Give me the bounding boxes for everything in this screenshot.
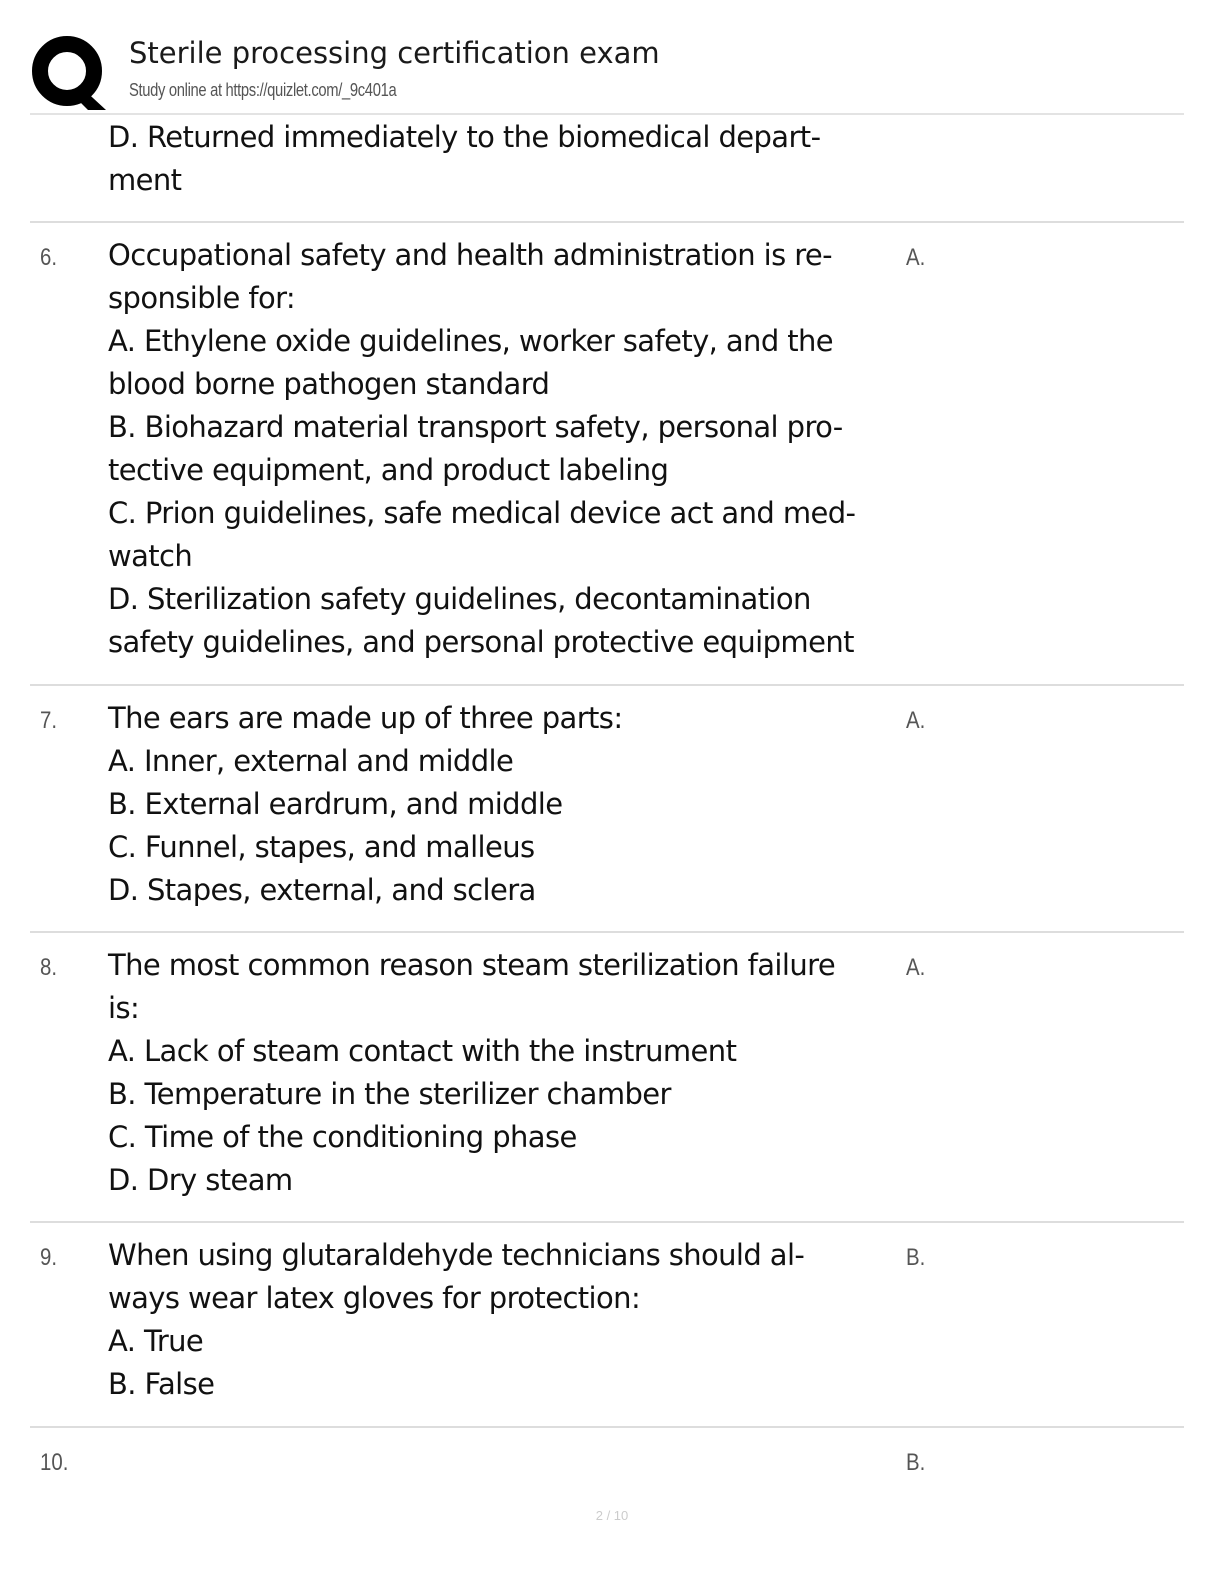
page-header: [30, 28, 1184, 114]
card-answer: B.: [906, 1244, 926, 1271]
page-number: 2 / 10: [595, 1508, 629, 1523]
question-line: The ears are made up of three parts:: [108, 701, 623, 735]
card-term: [108, 944, 908, 1202]
question-line: safety guidelines, and personal protective equipment: [108, 625, 854, 659]
continued-text: [108, 116, 908, 202]
flashcard-9: [30, 1223, 1184, 1426]
question-line: D. Dry steam: [108, 1163, 293, 1197]
question-line: ment: [108, 163, 182, 197]
question-line: D. Stapes, external, and sclera: [108, 873, 536, 907]
question-line: D. Sterilization safety guidelines, decontamination: [108, 582, 811, 616]
card-number: 8.: [40, 954, 58, 981]
card-number: 10.: [40, 1449, 69, 1476]
card-number: 7.: [40, 707, 58, 734]
question-line: sponsible for:: [108, 281, 296, 315]
question-line: watch: [108, 539, 193, 573]
card-term: [108, 234, 908, 664]
question-line: When using glutaraldehyde technicians should al-: [108, 1238, 805, 1272]
question-line: The most common reason steam sterilization failure: [108, 948, 836, 982]
question-line: B. Temperature in the sterilizer chamber: [108, 1077, 671, 1111]
question-line: C. Prion guidelines, safe medical device act and med-: [108, 496, 856, 530]
question-line: C. Time of the conditioning phase: [108, 1120, 577, 1154]
question-line: C. Funnel, stapes, and malleus: [108, 830, 535, 864]
page-title: Sterile processing certification exam: [129, 36, 660, 70]
card-answer: A.: [906, 707, 926, 734]
question-line: A. Lack of steam contact with the instrument: [108, 1034, 737, 1068]
card-answer: A.: [906, 244, 926, 271]
card-term: [108, 1234, 908, 1406]
question-line: D. Returned immediately to the biomedical depart-: [108, 120, 821, 154]
card-term: [108, 697, 908, 912]
question-line: B. Biohazard material transport safety, personal pro-: [108, 410, 843, 444]
question-line: A. Ethylene oxide guidelines, worker safety, and the: [108, 324, 834, 358]
card-answer: B.: [906, 1449, 926, 1476]
question-line: ways wear latex gloves for protection:: [108, 1281, 641, 1315]
page-subtitle: Study online at https://quizlet.com/_9c401a: [129, 80, 397, 100]
question-line: Occupational safety and health administration is re-: [108, 238, 832, 272]
question-line: is:: [108, 991, 140, 1025]
quizlet-q-logo-icon: [30, 34, 108, 112]
flashcard-8: [30, 933, 1184, 1221]
flashcard-7: [30, 686, 1184, 931]
flashcard-10: [30, 1428, 1184, 1498]
card-number: 9.: [40, 1244, 58, 1271]
question-line: B. False: [108, 1367, 215, 1401]
card-answer: A.: [906, 954, 926, 981]
question-line: blood borne pathogen standard: [108, 367, 550, 401]
question-line: A. Inner, external and middle: [108, 744, 514, 778]
card-number: 6.: [40, 244, 58, 271]
flashcard-6: [30, 223, 1184, 684]
question-line: A. True: [108, 1324, 204, 1358]
question-line: tective equipment, and product labeling: [108, 453, 669, 487]
question-line: B. External eardrum, and middle: [108, 787, 563, 821]
continued-card: [30, 115, 1184, 221]
